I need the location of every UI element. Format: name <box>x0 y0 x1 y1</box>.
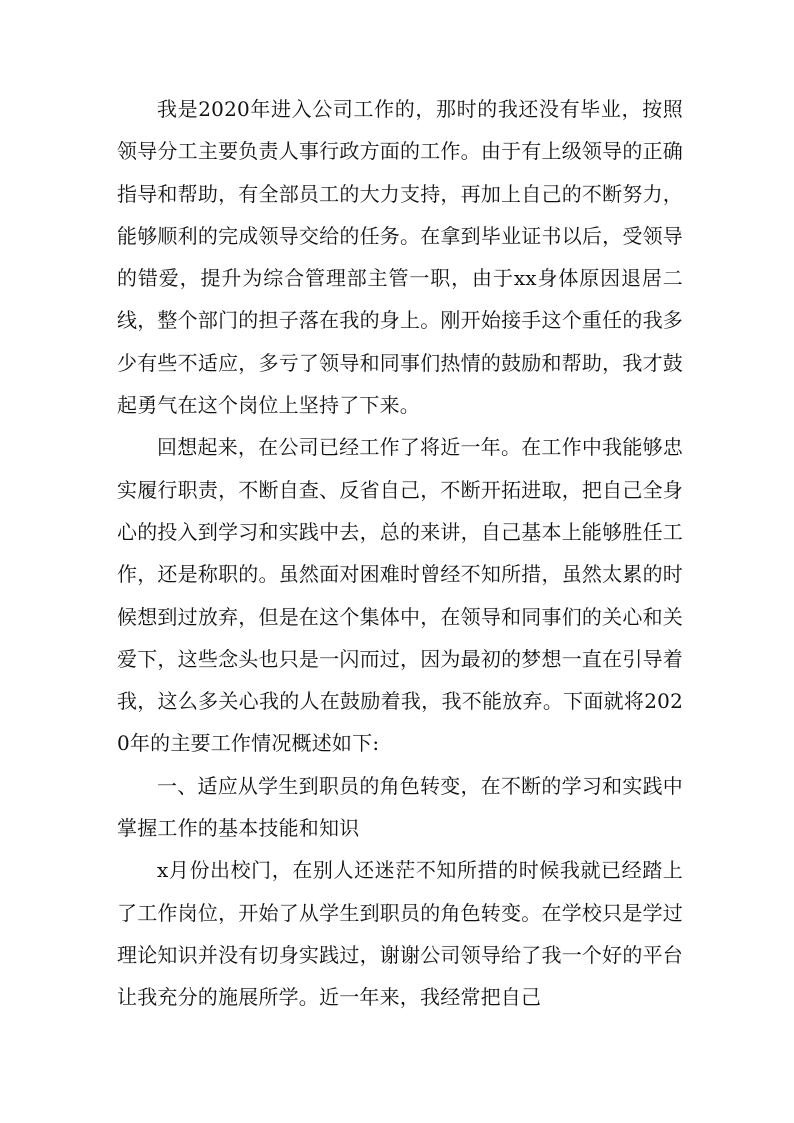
section-heading-1: 一、适应从学生到职员的角色转变，在不断的学习和实践中掌握工作的基本技能和知识 <box>117 773 683 841</box>
paragraph-section-1: x月份出校门，在别人还迷茫不知所措的时候我就已经踏上了工作岗位，开始了从学生到职员的角色转变。在学校只是学过理论知识并没有切身实践过，谢谢公司领导给了我一个好的平台让我充分的施展所学。近一年来，我经常把自己 <box>117 858 683 1010</box>
paragraph-reflection: 回想起来，在公司已经工作了将近一年。在工作中我能够忠实履行职责，不断自查、反省自己，不断开拓进取，把自己全身心的投入到学习和实践中去，总的来讲，自己基本上能够胜任工作，还是称职的。虽然面对困难时曾经不知所措，虽然太累的时候想到过放弃，但是在这个集体中，在领导和同事们的关心和关爱下，这些念头也只是一闪而过，因为最初的梦想一直在引导着我，这么多关心我的人在鼓励着我，我不能放弃。下面就将2020年的主要工作情况概述如下: <box>117 435 683 756</box>
document-body <box>117 88 683 1019</box>
paragraph-intro: 我是2020年进入公司工作的，那时的我还没有毕业，按照领导分工主要负责人事行政方面的工作。由于有上级领导的正确指导和帮助，有全部员工的大力支持，再加上自己的不断努力，能够顺利的完成领导交给的任务。在拿到毕业证书以后，受领导的错爱，提升为综合管理部主管一职，由于xx身体原因退居二线，整个部门的担子落在我的身上。刚开始接手这个重任的我多少有些不适应，多亏了领导和同事们热情的鼓励和帮助，我才鼓起勇气在这个岗位上坚持了下来。 <box>117 97 683 418</box>
